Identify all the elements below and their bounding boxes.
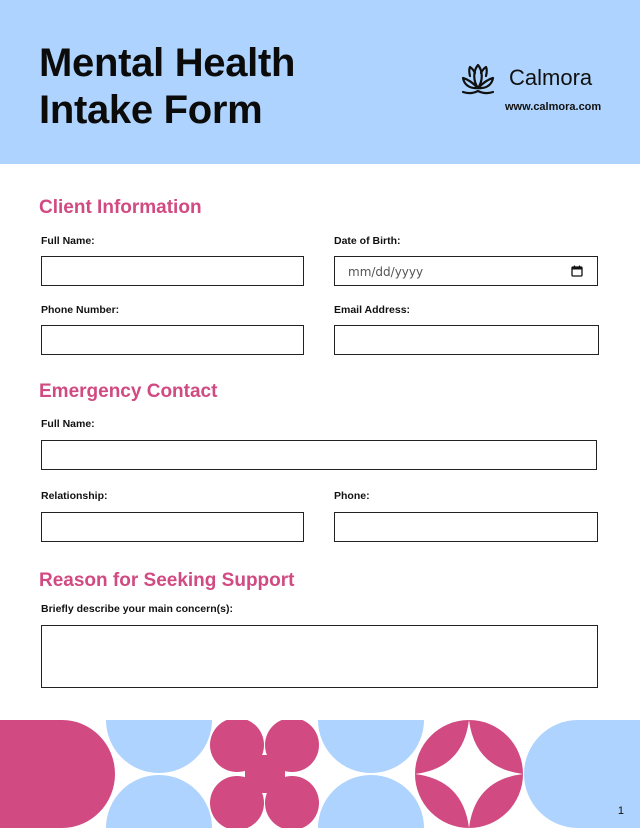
dob-label: Date of Birth: xyxy=(334,235,401,247)
client-info-heading: Client Information xyxy=(39,197,202,218)
blue-semicircle-top-shape-2 xyxy=(318,720,424,773)
page-number: 1 xyxy=(617,805,624,817)
calendar-icon[interactable] xyxy=(571,265,583,277)
concern-textarea[interactable] xyxy=(41,625,598,688)
client-full-name-label: Full Name: xyxy=(41,235,95,247)
emergency-full-name-label: Full Name: xyxy=(41,418,95,430)
email-field[interactable] xyxy=(334,325,599,355)
pink-half-circle-shape xyxy=(0,720,115,828)
dob-field[interactable] xyxy=(334,256,598,286)
emergency-phone-label: Phone: xyxy=(334,490,370,502)
brand-url: www.calmora.com xyxy=(505,101,602,113)
email-label: Email Address: xyxy=(334,304,411,316)
concern-label: Briefly describe your main concern(s): xyxy=(41,603,233,615)
header-banner xyxy=(0,0,640,164)
decorative-footer-pattern xyxy=(0,720,640,828)
client-phone-label: Phone Number: xyxy=(41,304,120,316)
brand-name: Calmora xyxy=(509,65,593,90)
blue-semicircle-bottom-shape xyxy=(106,775,212,828)
blue-semicircle-bottom-shape-2 xyxy=(318,775,424,828)
client-full-name-field[interactable] xyxy=(41,256,304,286)
brand xyxy=(458,60,608,100)
dob-placeholder: mm/dd/yyyy xyxy=(348,265,424,279)
client-phone-field[interactable] xyxy=(41,325,304,355)
pink-star-circle-shape xyxy=(415,720,523,828)
emergency-phone-field[interactable] xyxy=(334,512,598,542)
emergency-contact-heading: Emergency Contact xyxy=(39,381,218,402)
title-line-1: Mental Health xyxy=(39,41,296,85)
emergency-full-name-field[interactable] xyxy=(41,440,597,470)
reason-heading: Reason for Seeking Support xyxy=(39,570,295,591)
page-title xyxy=(39,40,295,134)
pink-flower-shape xyxy=(210,720,319,828)
relationship-field[interactable] xyxy=(41,512,304,542)
lotus-logo-icon xyxy=(458,60,498,98)
relationship-label: Relationship: xyxy=(41,490,108,502)
blue-semicircle-top-shape xyxy=(106,720,212,773)
title-line-2: Intake Form xyxy=(39,88,263,132)
